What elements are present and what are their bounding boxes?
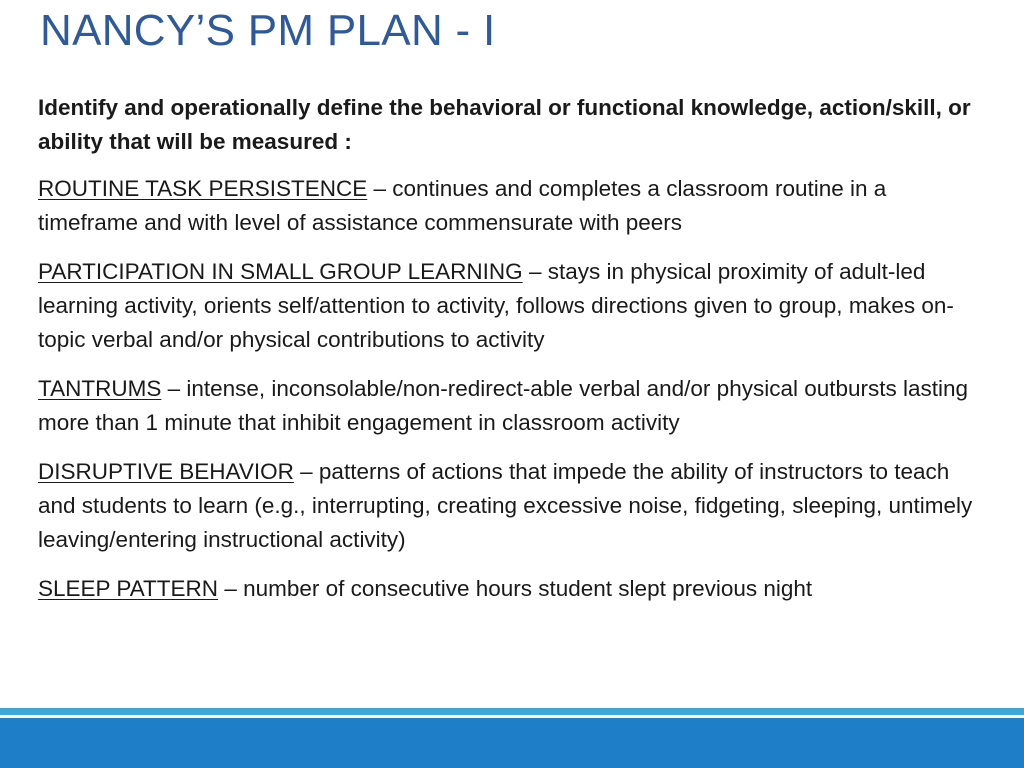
definition-term: PARTICIPATION IN SMALL GROUP LEARNING [38, 259, 523, 284]
definition-separator: – [293, 459, 319, 484]
definition-separator: – [218, 576, 244, 601]
definition-text: continues and completes a classroom routine in a timeframe and with level of assistance commensurate with peers [38, 176, 887, 235]
definition-separator: – [522, 259, 548, 284]
definition-text: intense, inconsolable/non-redirect-able verbal and/or physical outbursts lasting more than 1 minute that inhibit engagement in classroom activity [38, 376, 969, 435]
definition-routine-task-persistence [38, 172, 988, 240]
intro-text: Identify and operationally define the behavioral or functional knowledge, action/skill, or ability that will be measured : [38, 95, 971, 154]
slide-title: NANCY’S PM PLAN - I [40, 6, 496, 55]
definition-text: number of consecutive hours student slept previous night [243, 576, 813, 601]
footer-accent-line [0, 708, 1024, 715]
definition-text: patterns of actions that impede the ability of instructors to teach and students to learn (e.g., interrupting, creating excessive noise, fidgeting, sleeping, untimely leaving/entering instructional activity) [38, 459, 973, 552]
definition-separator: – [367, 176, 393, 201]
definition-text: stays in physical proximity of adult-led learning activity, orients self/attention to activity, follows directions given to group, makes on-topic verbal and/or physical contributions to activity [38, 259, 954, 352]
definition-term: DISRUPTIVE BEHAVIOR [38, 459, 294, 484]
definition-term: ROUTINE TASK PERSISTENCE [38, 176, 368, 201]
definition-term: SLEEP PATTERN [38, 576, 219, 601]
definition-tantrums [38, 372, 988, 440]
slide-content [38, 91, 988, 621]
definition-sleep-pattern [38, 572, 988, 606]
definition-participation-small-group [38, 255, 988, 357]
footer-bar [0, 718, 1024, 768]
definition-term: TANTRUMS [38, 376, 162, 401]
definition-separator: – [161, 376, 187, 401]
definition-disruptive-behavior [38, 455, 988, 557]
